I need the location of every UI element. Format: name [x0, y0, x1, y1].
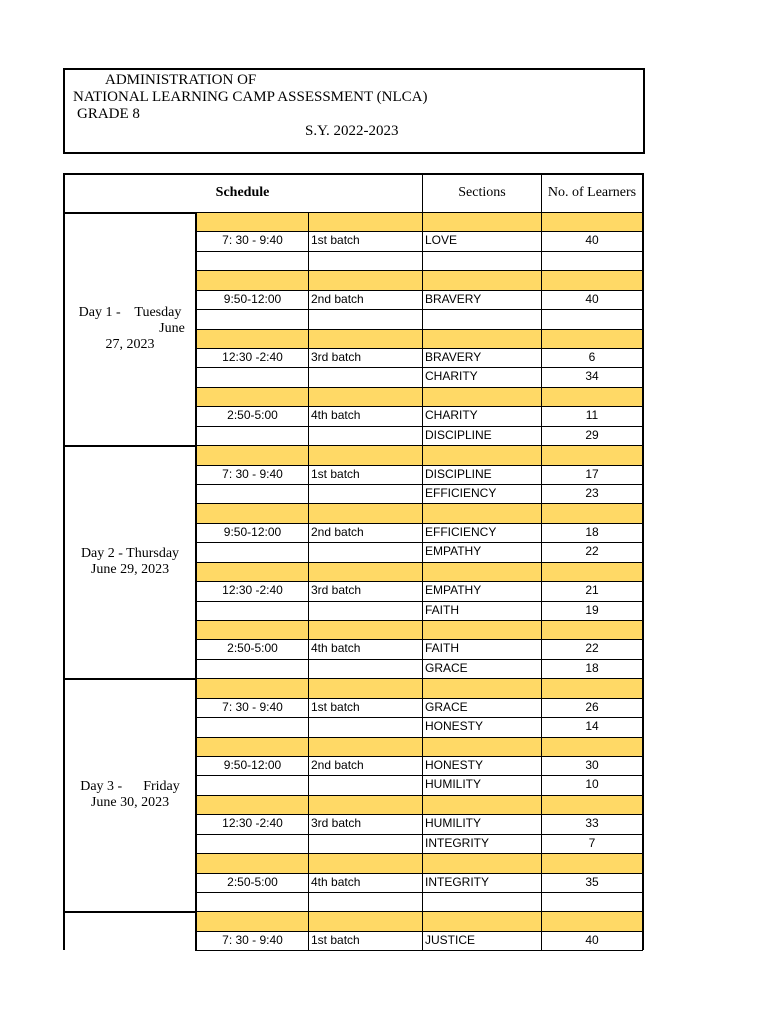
day-label: Day 1 - Tuesday June 27, 2023 [78, 305, 185, 352]
section-name: DISCIPLINE [425, 428, 492, 442]
section-name: CHARITY [425, 369, 478, 383]
header-band-row [196, 446, 642, 464]
grid-line [195, 212, 197, 950]
learner-count: 30 [585, 758, 599, 772]
section-name: CHARITY [425, 408, 478, 422]
section-name: DISCIPLINE [425, 467, 492, 481]
section-name: FAITH [425, 641, 460, 655]
day-label: Day 3 - Friday June 30, 2023 [80, 779, 180, 810]
section-name: JUSTICE [425, 933, 476, 947]
header-band-row [196, 563, 642, 581]
section-name: EFFICIENCY [425, 486, 497, 500]
section-name [425, 251, 541, 270]
batch-label: 2nd batch [311, 758, 364, 772]
batch-label: 3rd batch [311, 583, 362, 597]
learner-count: 19 [585, 603, 599, 617]
batch-label: 1st batch [311, 933, 360, 947]
section-name: GRACE [425, 661, 468, 675]
learner-count: 22 [585, 641, 599, 655]
learner-count: 18 [585, 661, 599, 675]
section-name: HONESTY [425, 758, 484, 772]
grid-line [63, 445, 196, 447]
header-band-row [196, 213, 642, 231]
header-band-row [196, 738, 642, 756]
learner-count: 22 [585, 544, 599, 558]
section-name: BRAVERY [425, 292, 482, 306]
section-name: HUMILITY [425, 777, 482, 791]
section-name: BRAVERY [425, 350, 482, 364]
time-slot: 7: 30 - 9:40 [222, 467, 283, 481]
grid-line [308, 212, 309, 950]
section-name: EFFICIENCY [425, 525, 497, 539]
section-name: HONESTY [425, 719, 484, 733]
batch-label: 1st batch [311, 467, 360, 481]
section-name: EMPATHY [425, 583, 482, 597]
column-header-sections: Sections [458, 185, 506, 200]
time-slot: 2:50-5:00 [227, 408, 278, 422]
grid-line [63, 173, 65, 950]
column-header-schedule: Schedule [215, 185, 270, 200]
learner-count: 10 [585, 777, 599, 791]
learner-count: 14 [585, 719, 599, 733]
learner-count: 29 [585, 428, 599, 442]
grid-line [422, 173, 423, 950]
section-name: EMPATHY [425, 544, 482, 558]
learner-count [543, 309, 641, 328]
header-band-row [196, 679, 642, 697]
header-grade: GRADE 8 [77, 106, 140, 122]
time-slot: 9:50-12:00 [223, 525, 282, 539]
batch-label: 4th batch [311, 408, 361, 422]
learner-count: 18 [585, 525, 599, 539]
section-name: LOVE [425, 233, 458, 247]
document-header [63, 68, 645, 154]
time-slot: 7: 30 - 9:40 [222, 700, 283, 714]
batch-label: 4th batch [311, 641, 361, 655]
grid-line [63, 678, 196, 680]
learner-count: 7 [588, 836, 596, 850]
section-name: GRACE [425, 700, 468, 714]
header-school-year: S.Y. 2022-2023 [305, 123, 399, 139]
grid-line [642, 173, 644, 950]
header-band-row [196, 271, 642, 289]
learner-count: 40 [585, 933, 599, 947]
time-slot: 7: 30 - 9:40 [222, 933, 283, 947]
header-band-row [196, 854, 642, 872]
section-name [425, 309, 541, 328]
header-line-1: ADMINISTRATION OF [105, 72, 257, 88]
batch-label: 3rd batch [311, 350, 362, 364]
header-band-row [196, 330, 642, 348]
batch-label: 3rd batch [311, 816, 362, 830]
section-name: INTEGRITY [425, 875, 490, 889]
learner-count: 35 [585, 875, 599, 889]
time-slot: 9:50-12:00 [223, 292, 282, 306]
header-band-row [196, 504, 642, 522]
grid-line [63, 911, 196, 913]
learner-count: 26 [585, 700, 599, 714]
section-name: HUMILITY [425, 816, 482, 830]
learner-count: 34 [585, 369, 599, 383]
batch-label: 4th batch [311, 875, 361, 889]
batch-label: 1st batch [311, 233, 360, 247]
time-slot: 12:30 -2:40 [222, 816, 283, 830]
grid-line [63, 173, 643, 175]
time-slot: 9:50-12:00 [223, 758, 282, 772]
column-header-learners: No. of Learners [547, 185, 637, 200]
grid-line [541, 173, 542, 950]
learner-count [543, 251, 641, 270]
learner-count: 40 [585, 292, 599, 306]
time-slot: 2:50-5:00 [227, 641, 278, 655]
time-slot: 12:30 -2:40 [222, 350, 283, 364]
header-line-2: NATIONAL LEARNING CAMP ASSESSMENT (NLCA) [73, 89, 428, 105]
learner-count: 17 [585, 467, 599, 481]
header-band-row [196, 621, 642, 639]
batch-label: 2nd batch [311, 525, 364, 539]
learner-count: 21 [585, 583, 599, 597]
time-slot: 12:30 -2:40 [222, 583, 283, 597]
header-band-row [196, 912, 642, 930]
header-band-row [196, 796, 642, 814]
time-slot: 7: 30 - 9:40 [222, 233, 283, 247]
header-band-row [196, 388, 642, 406]
day-label: Day 2 - Thursday June 29, 2023 [80, 546, 180, 577]
section-name: INTEGRITY [425, 836, 490, 850]
section-name [425, 892, 541, 911]
learner-count: 11 [585, 408, 599, 422]
section-name: FAITH [425, 603, 460, 617]
batch-label: 2nd batch [311, 292, 364, 306]
learner-count [543, 892, 641, 911]
learner-count: 40 [585, 233, 599, 247]
grid-line [195, 950, 643, 951]
learner-count: 6 [588, 350, 596, 364]
learner-count: 23 [585, 486, 599, 500]
learner-count: 33 [585, 816, 599, 830]
time-slot: 2:50-5:00 [227, 875, 278, 889]
batch-label: 1st batch [311, 700, 360, 714]
